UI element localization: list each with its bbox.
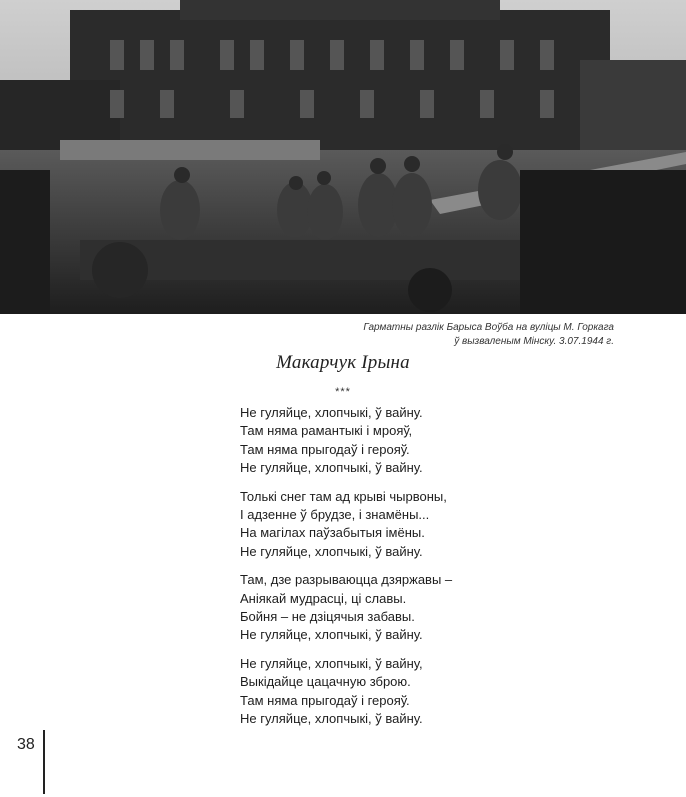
poem [240,404,560,739]
poem-line: Не гуляйце, хлопчыкі, ў вайну, [240,655,423,671]
poem-line: Не гуляйце, хлопчыкі, ў вайну. [240,711,423,727]
poem-line: Там няма прыгодаў і герояў. [240,692,410,708]
stanza [240,488,560,562]
poem-line: Не гуляйце, хлопчыкі, ў вайну. [240,627,423,643]
poem-line: Не гуляйце, хлопчыкі, ў вайну. [240,405,423,420]
poem-line: І адзенне ў брудзе, і знамёны... [240,507,430,523]
photo-caption [254,321,614,349]
page-number-divider [43,730,45,794]
poem-line: Толькі снег там ад крыві чырвоны, [240,488,447,504]
historical-photo [0,0,686,314]
poem-line: На магілах паўзабытыя імёны. [240,525,425,541]
stanza [240,404,560,478]
poem-line: Аніякай мудрасці, ці славы. [240,590,407,606]
poem-line: Там няма рамантыкі і мрояў, [240,423,413,439]
caption-line-2: ў вызваленым Мінску. 3.07.1944 г. [454,336,614,347]
stanza [240,655,560,729]
poem-line: Там няма прыгодаў і герояў. [240,441,410,457]
asterism-divider: *** [335,386,351,398]
author-name: Макарчук Ірына [276,352,410,373]
page-number: 38 [17,736,35,753]
poem-line: Там, дзе разрываюцца дзяржавы – [240,572,453,588]
caption-line-1: Гарматны разлік Барыса Воўба на вуліцы М. Горкага [363,322,614,333]
soldiers-with-cannon-image [0,0,686,314]
poem-line: Не гуляйце, хлопчыкі, ў вайну. [240,543,423,559]
stanza [240,571,560,645]
poem-line: Не гуляйце, хлопчыкі, ў вайну. [240,460,423,476]
poem-line: Бойня – не дзіцячыя забавы. [240,609,415,625]
poem-line: Выкідайце цацачную зброю. [240,674,411,690]
